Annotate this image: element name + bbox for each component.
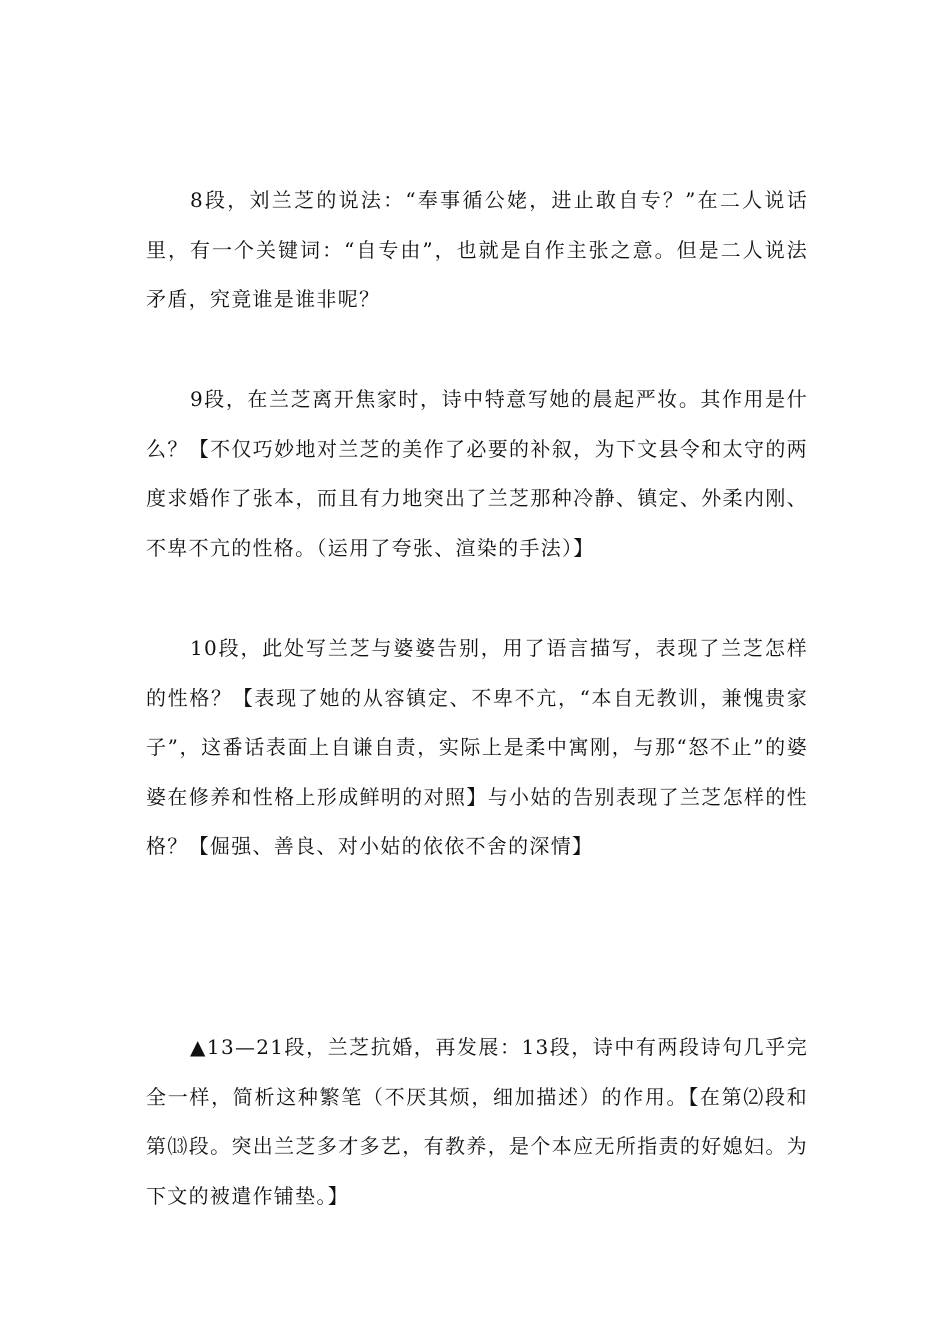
paragraph-section-10: 10段，此处写兰芝与婆婆告别，用了语言描写，表现了兰芝怎样的性格？【表现了她的从容镇定、不卑不亢，“本自无教训，兼愧贵家子”，这番话表面上自谦自责，实际上是柔中寓刚，与那“怒不止”的婆婆在修养和性格上形成鲜明的对照】与小姑的告别表现了兰芝怎样的性格？【倔强、善良、对小姑的依依不舍的深情】 <box>146 636 808 858</box>
paragraph-section-8: 8段，刘兰芝的说法：“奉事循公姥，进止敢自专？”在二人说话里，有一个关键词：“自专由”，也就是自作主张之意。但是二人说法矛盾，究竟谁是谁非呢？ <box>146 188 808 311</box>
paragraph-section-13-21: ▲13—21段，兰芝抗婚，再发展：13段，诗中有两段诗句几乎完全一样，简析这种繁笔（不厌其烦，细加描述）的作用。【在第⑵段和第⒀段。突出兰芝多才多艺，有教养，是个本应无所指责的好媳妇。为下文的被遣作铺垫。】 <box>146 1035 808 1208</box>
paragraph-section-9: 9段，在兰芝离开焦家时，诗中特意写她的晨起严妆。其作用是什么？【不仅巧妙地对兰芝的美作了必要的补叙，为下文县令和太守的两度求婚作了张本，而且有力地突出了兰芝那种冷静、镇定、外柔内刚、不卑不亢的性格。（运用了夸张、渲染的手法）】 <box>146 387 808 560</box>
